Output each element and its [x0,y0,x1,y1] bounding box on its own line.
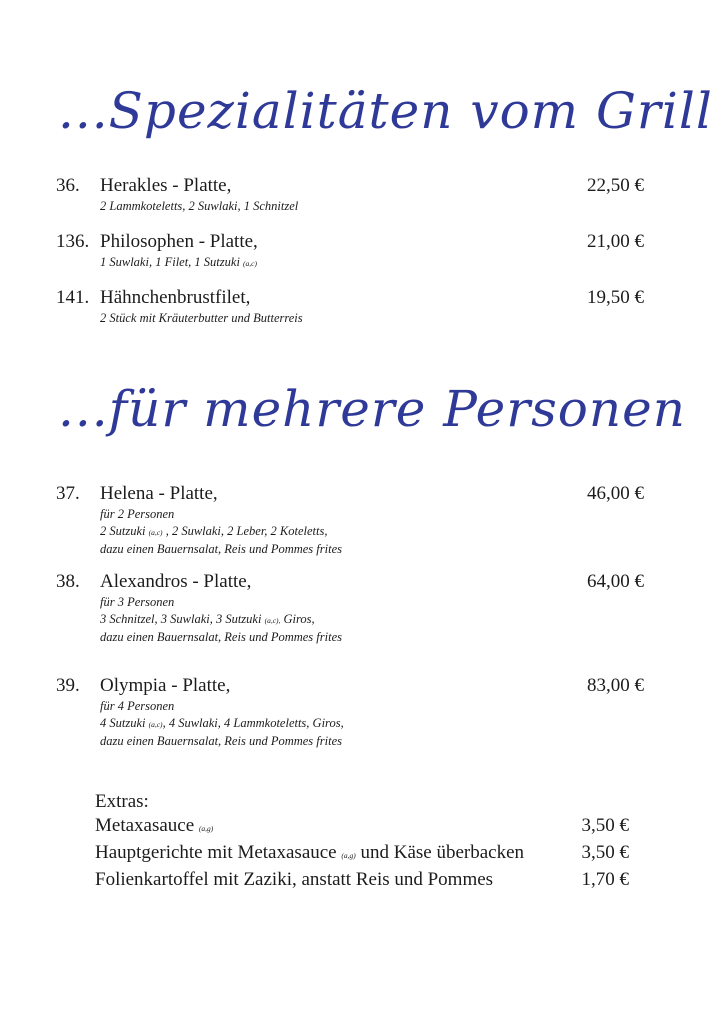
item-number: 36. [56,175,80,196]
menu-item-38 [56,570,644,646]
allergen-note: (a,c) [243,259,257,268]
item-name: Philosophen - Platte, [100,231,258,252]
allergen-note: (a,g) [198,824,214,833]
item-detail-line: 2 Lammkoteletts, 2 Suwlaki, 1 Schnitzel [100,199,299,213]
item-persons: für 2 Personen [100,507,175,521]
extras-row [95,868,629,895]
extra-label: und Käse überbacken [355,842,525,863]
item-number: 136. [56,231,90,252]
item-name: Herakles - Platte, [100,175,232,196]
menu-item-141 [56,286,644,327]
extras-row [95,814,629,841]
item-details [100,310,644,327]
item-persons: für 4 Personen [100,699,175,713]
item-persons: für 3 Personen [100,595,175,609]
item-price: 19,50 € [587,287,644,308]
item-detail-line: 2 Stück mit Kräuterbutter und Butterreis [100,311,303,325]
extras-title: Extras: [95,791,149,812]
item-detail-text: 1 Suwlaki, 1 Filet, 1 Sutzuki [100,255,244,269]
item-detail-text: , 4 Suwlaki, 4 Lammkoteletts, Giros, [162,716,344,730]
item-price: 46,00 € [587,483,644,504]
menu-item-36 [56,174,644,215]
menu-item-136 [56,230,644,272]
item-name: Alexandros - Platte, [100,571,252,592]
allergen-note: (a,c), [264,616,281,625]
extras-section [95,790,629,895]
item-price: 21,00 € [587,231,644,252]
extra-price: 3,50 € [581,815,629,836]
allergen-note: (a,g) [341,851,356,860]
extra-label: Folienkartoffel mit Zaziki, anstatt Reis und Pommes [95,869,494,890]
item-details [100,198,644,215]
item-details [100,594,644,646]
item-price: 83,00 € [587,675,644,696]
item-details [100,698,644,750]
menu-item-37 [56,482,644,558]
item-detail-text: , 2 Suwlaki, 2 Leber, 2 Koteletts, [162,524,328,538]
extra-label: Metaxasauce [95,815,199,836]
item-details [100,254,644,272]
item-number: 39. [56,675,80,696]
allergen-note: (a,c) [148,720,163,729]
item-detail-text: 2 Sutzuki [100,524,149,538]
item-detail-line: dazu einen Bauernsalat, Reis und Pommes frites [100,542,342,556]
item-price: 22,50 € [587,175,644,196]
section-heading-grill: ...Spezialitäten vom Grill [58,82,713,140]
extra-price: 1,70 € [581,869,629,890]
allergen-note: (a,c) [148,528,163,537]
item-detail-text: Giros, [280,612,315,626]
item-name: Helena - Platte, [100,483,218,504]
extra-price: 3,50 € [581,842,629,863]
item-name: Olympia - Platte, [100,675,231,696]
item-detail-text: 4 Sutzuki [100,716,149,730]
item-name: Hähnchenbrustfilet, [100,287,251,308]
extras-row [95,841,629,868]
item-detail-line: dazu einen Bauernsalat, Reis und Pommes frites [100,734,342,748]
item-number: 37. [56,483,80,504]
item-number: 38. [56,571,80,592]
item-detail-text: 3 Schnitzel, 3 Suwlaki, 3 Sutzuki [100,612,265,626]
item-details [100,506,644,558]
menu-item-39 [56,674,644,750]
section-heading-multi: ...für mehrere Personen [58,380,686,438]
item-number: 141. [56,287,90,308]
extra-label: Hauptgerichte mit Metaxasauce [95,842,342,863]
item-price: 64,00 € [587,571,644,592]
item-detail-line: dazu einen Bauernsalat, Reis und Pommes frites [100,630,342,644]
